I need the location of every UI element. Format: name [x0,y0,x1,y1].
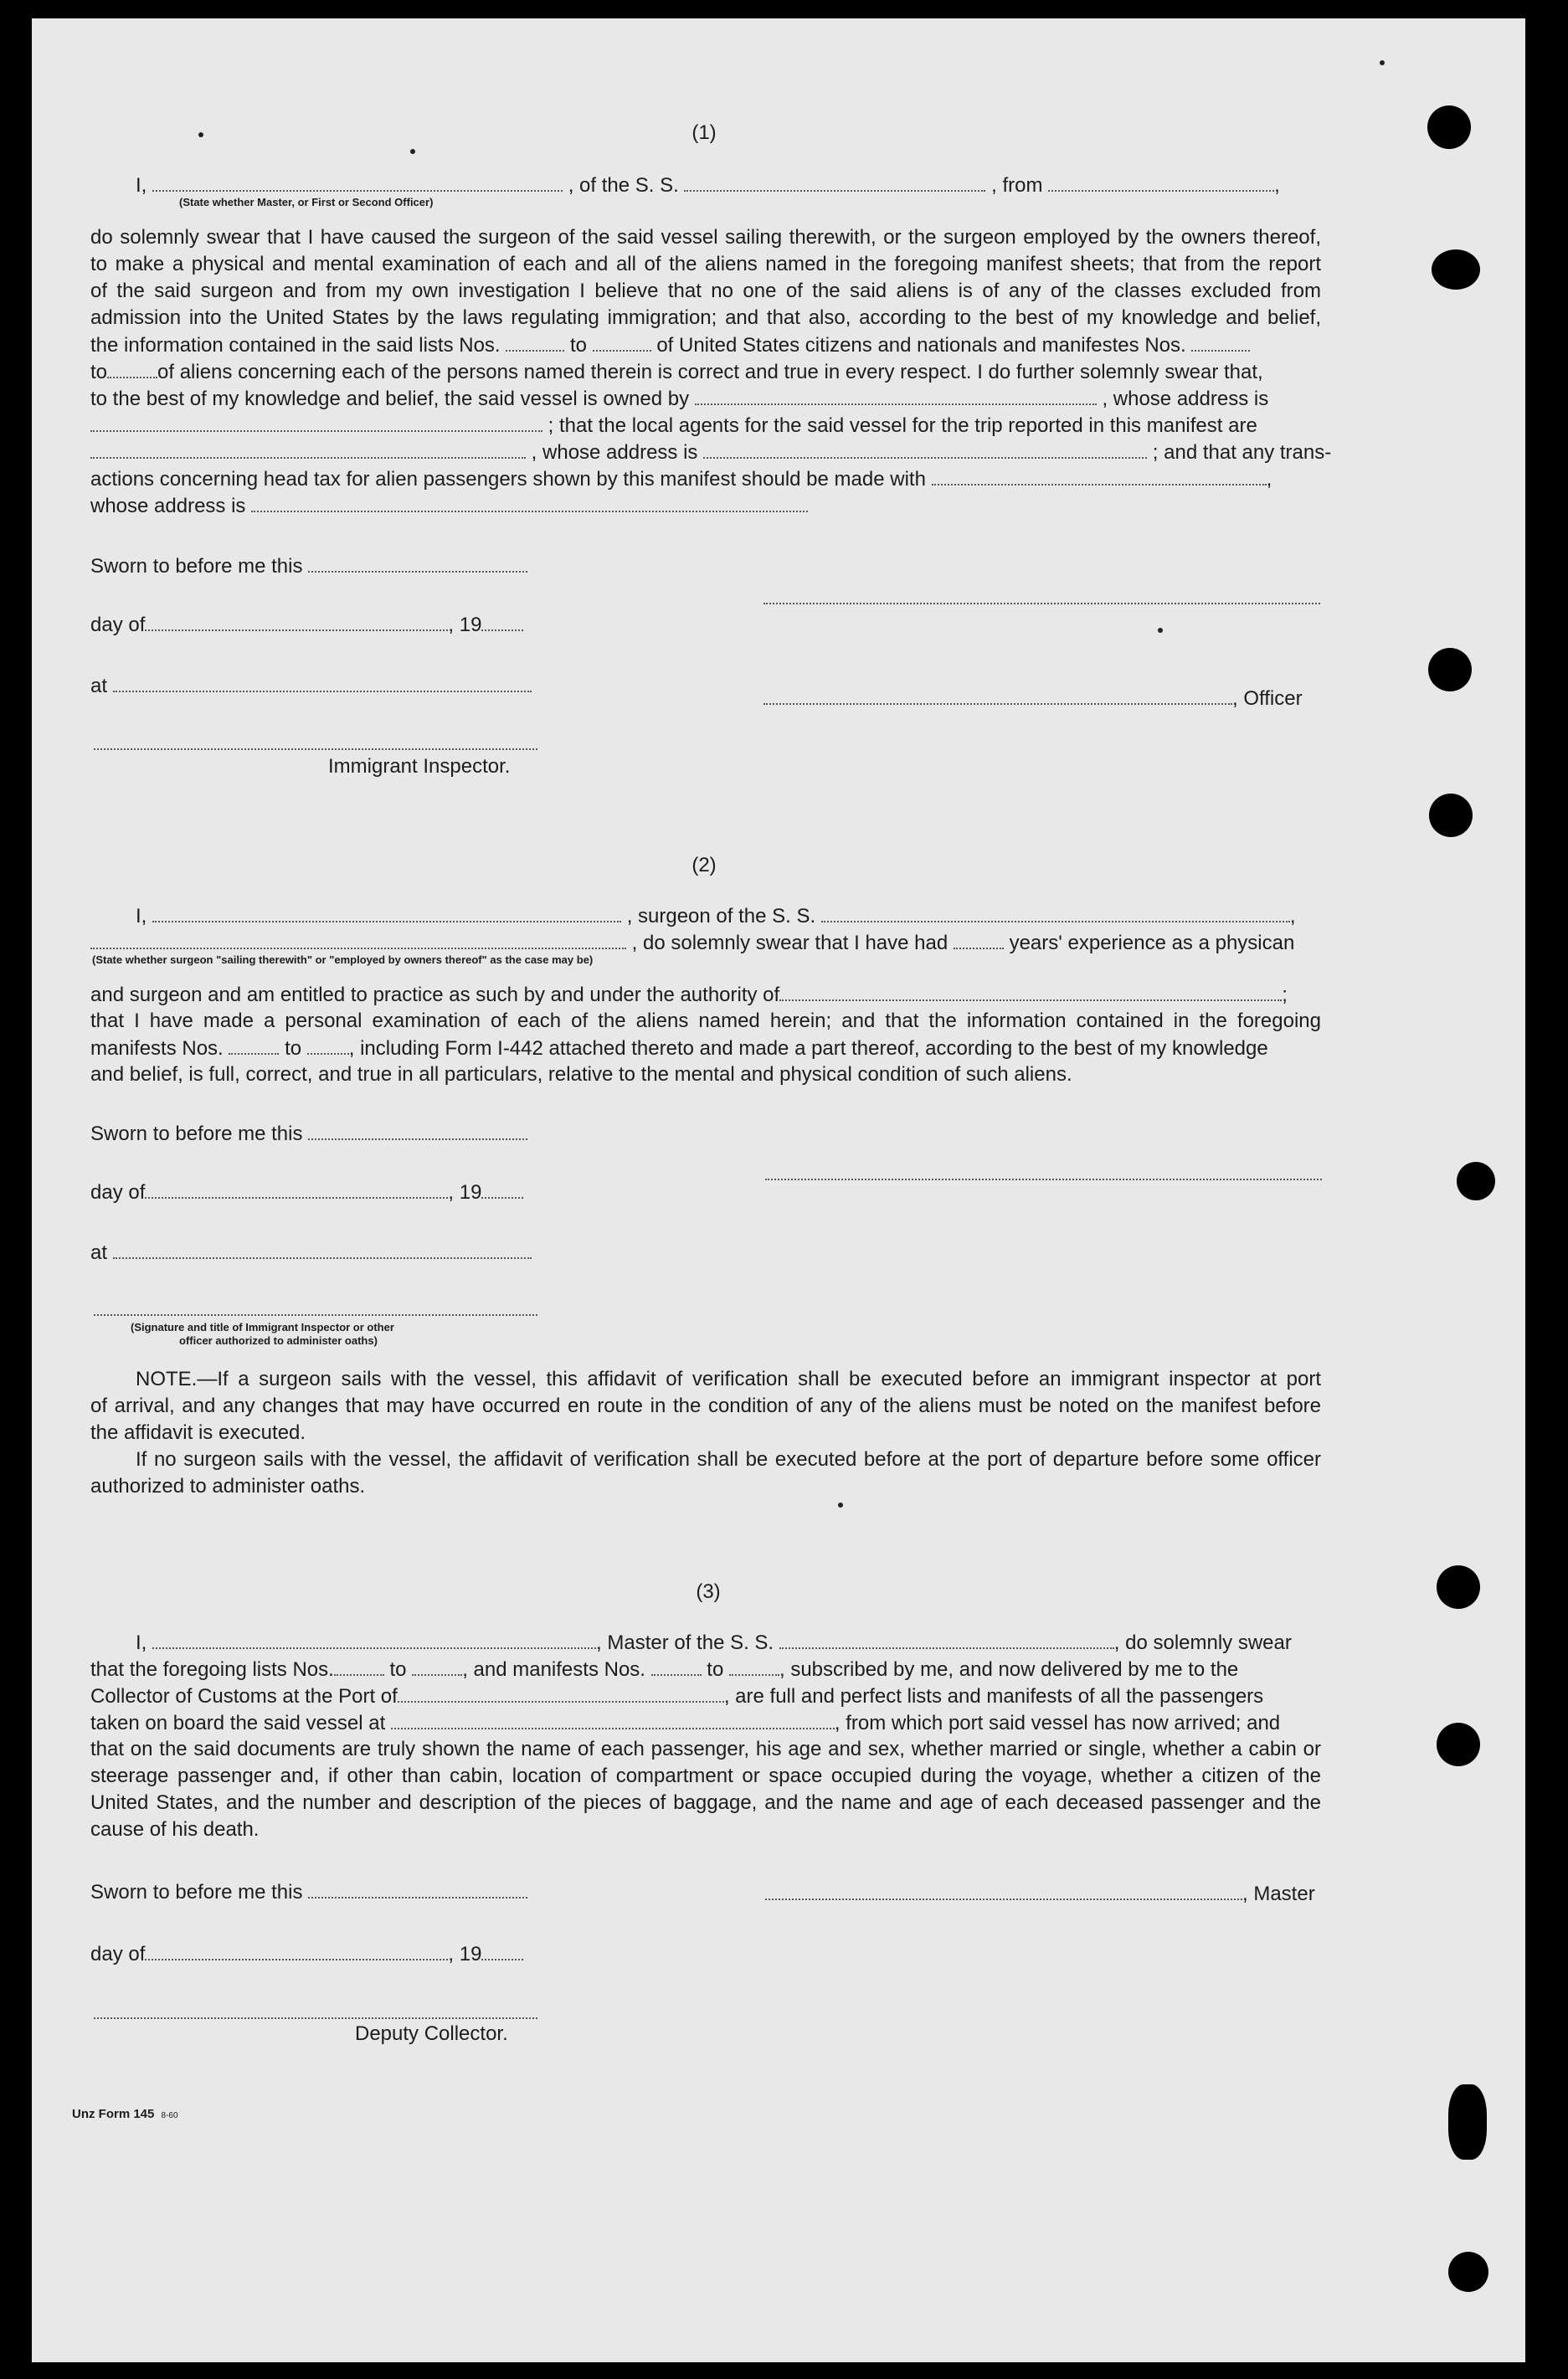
surgeon-name-field[interactable] [152,902,621,922]
s3-day-field[interactable] [145,1940,448,1960]
s1-line8: ; that the local agents for the said vessel for the trip reported in this manifest are [90,412,1257,439]
punch-hole [1448,2252,1488,2292]
s3-vessel-name-field[interactable] [779,1629,1114,1649]
s1-sworn: Sworn to before me this [90,552,527,580]
head-tax-address-field[interactable] [251,492,808,512]
section-3-heading: (3) [696,1580,721,1603]
s3-lists-to-field[interactable] [412,1656,462,1676]
s3-year-field[interactable] [481,1940,523,1960]
punch-hole [1448,2084,1487,2160]
ink-speck [198,132,203,137]
s2-year-field[interactable] [481,1179,523,1199]
s3-master-line: , Master [765,1880,1315,1908]
s2-note-line: NOTE.—If a surgeon sails with the vessel, this affidavit of verification shall be executed before an immigrant inspector at port [136,1368,1321,1390]
s2-note-line: If no surgeon sails with the vessel, the affidavit of verification shall be executed before at the port of departure before some officer [136,1448,1321,1471]
punch-hole [1432,249,1480,290]
s3-manifests-to-field[interactable] [729,1656,779,1676]
local-agents-field[interactable] [90,439,526,459]
s2-signature-note-1: (Signature and title of Immigrant Inspector or other [131,1321,394,1333]
ink-speck [1158,628,1163,633]
s2-para-line: and belief, is full, correct, and true in all particulars, relative to the mental and physical condition of such aliens. [90,1063,1072,1086]
s2-line5: manifests Nos. to , including Form I-442 attached thereto and made a part thereof, according to the best of my knowledge [90,1035,1268,1062]
punch-hole [1457,1162,1495,1200]
head-tax-party-field[interactable] [932,465,1267,486]
s1-line1: I, , of the S. S. , from , [136,172,1280,199]
s2-line1: I, , surgeon of the S. S. , [136,902,1296,930]
s2-sworn-field[interactable] [308,1120,527,1140]
alien-manifest-to-field[interactable] [107,358,157,378]
s1-inspector-signature-line[interactable] [94,748,537,750]
vessel-owner-field[interactable] [695,385,1097,405]
s2-sworn: Sworn to before me this [90,1120,527,1148]
s1-day-field[interactable] [145,611,448,631]
s1-officer-field[interactable] [763,685,1232,705]
s1-inspector-label: Immigrant Inspector. [328,755,511,778]
s1-para-line: do solemnly swear that I have caused the surgeon of the said vessel sailing therewith, or the surgeon employed by the owners thereof, [90,226,1321,249]
s2-note-line: the affidavit is executed. [90,1421,306,1444]
s2-surgeon-note: (State whether surgeon "sailing therewith" or "employed by owners thereof" as the case may be) [92,953,594,966]
citizen-list-from-field[interactable] [506,331,564,352]
agents-address-field[interactable] [703,439,1147,459]
s2-vessel-name-field[interactable] [821,902,1290,922]
from-port-field[interactable] [1048,172,1274,192]
s2-manifest-to-field[interactable] [307,1035,349,1055]
ink-speck [1380,60,1385,65]
surgeon-status-field[interactable] [90,929,626,949]
s3-master-name-field[interactable] [152,1629,596,1649]
s3-line4: taken on board the said vessel at , from which port said vessel has now arrived; and [90,1709,1280,1737]
s3-para-line: United States, and the number and description of the pieces of baggage, and the name and age of each deceased passenger and the [90,1791,1321,1814]
ink-speck [410,149,415,154]
s3-dayof: day of , 19 [90,1940,523,1968]
s3-line2: that the foregoing lists Nos. to , and manifests Nos. to , subscribed by me, and now delivered by me to the [90,1656,1238,1683]
ink-speck [838,1503,843,1508]
s1-line6: to of aliens concerning each of the persons named therein is correct and true in every respect. I do further solemnly swear that, [90,358,1263,386]
s2-signature-note-2: officer authorized to administer oaths) [179,1334,378,1347]
s1-officer-line: , Officer [763,685,1303,712]
s2-note-line: of arrival, and any changes that may have occurred en route in the condition of any of the aliens must be noted on the manifest before [90,1395,1321,1417]
s3-master-signature-field[interactable] [765,1880,1242,1900]
s1-place-field[interactable] [113,672,532,692]
s2-at: at [90,1239,532,1267]
s2-place-field[interactable] [113,1239,532,1259]
s1-para-line: admission into the United States by the laws regulating immigration; and that also, according to the best of my knowledge and belief, [90,306,1321,329]
s1-para-line: to make a physical and mental examination of each and all of the aliens named in the foregoing manifest sheets; that from the report [90,253,1321,275]
form-number: Unz Form 145 8-60 [72,2107,178,2121]
s1-at: at [90,672,532,700]
s1-sworn-field[interactable] [308,552,527,573]
s1-officer-signature-line[interactable] [763,603,1320,604]
s2-note-line: authorized to administer oaths. [90,1475,366,1498]
s1-line7: to the best of my knowledge and belief, the said vessel is owned by , whose address is [90,385,1268,413]
s1-line11: whose address is [90,492,808,520]
s3-para-line: steerage passenger and, if other than cabin, location of compartment or space occupied during the voyage, whether a citizen of the [90,1765,1321,1787]
s3-para-line: cause of his death. [90,1818,260,1841]
section-1-heading: (1) [691,121,717,144]
s2-para-line: that I have made a personal examination of each of the aliens named herein; and that the information contained in the foregoing [90,1010,1321,1032]
owner-address-field[interactable] [90,412,542,432]
s2-day-field[interactable] [145,1179,448,1199]
s1-year-field[interactable] [481,611,523,631]
s2-inspector-signature-line[interactable] [94,1314,537,1316]
s2-dayof: day of , 19 [90,1179,523,1206]
citizen-list-to-field[interactable] [593,331,651,352]
years-experience-field[interactable] [954,929,1004,949]
master-name-field[interactable] [152,172,563,192]
collector-port-field[interactable] [398,1683,724,1703]
s1-para-line: of the said surgeon and from my own investigation I believe that no one of the said aliens is of any of the classes excluded from [90,280,1321,302]
s3-line3: Collector of Customs at the Port of , are full and perfect lists and manifests of all the passengers [90,1683,1263,1710]
s2-surgeon-signature-line[interactable] [765,1179,1322,1180]
alien-manifest-from-field[interactable] [1191,331,1250,352]
vessel-name-field[interactable] [684,172,985,192]
s1-dayof: day of , 19 [90,611,523,639]
s1-line9: , whose address is ; and that any trans- [90,439,1331,466]
s3-deputy-signature-line[interactable] [94,2017,537,2019]
s2-manifest-from-field[interactable] [229,1035,279,1055]
s1-officer-note: (State whether Master, or First or Second Officer) [179,196,434,208]
s3-sworn-field[interactable] [308,1878,527,1899]
s3-deputy-label: Deputy Collector. [355,2022,508,2045]
s2-line3: and surgeon and am entitled to practice as such by and under the authority of ; [90,981,1288,1009]
boarding-port-field[interactable] [391,1709,835,1729]
punch-hole [1428,648,1472,691]
punch-hole [1427,105,1471,149]
s1-line5: the information contained in the said lists Nos. to of United States citizens and nationals and manifestes Nos. [90,331,1250,359]
practice-authority-field[interactable] [779,981,1282,1001]
s2-line2: , do solemnly swear that I have had years' experience as a physican [90,929,1294,957]
s3-line1: I, , Master of the S. S. , do solemnly swear [136,1629,1292,1657]
s3-lists-from-field[interactable] [334,1656,384,1676]
punch-hole [1437,1565,1480,1609]
s3-para-line: that on the said documents are truly shown the name of each passenger, his age and sex, whether married or single, whether a cabin or [90,1738,1321,1760]
punch-hole [1437,1723,1480,1766]
section-2-heading: (2) [691,854,717,876]
s3-manifests-from-field[interactable] [651,1656,702,1676]
s1-line10: actions concerning head tax for alien passengers shown by this manifest should be made with , [90,465,1272,493]
s3-sworn: Sworn to before me this [90,1878,527,1906]
punch-hole [1429,794,1473,837]
